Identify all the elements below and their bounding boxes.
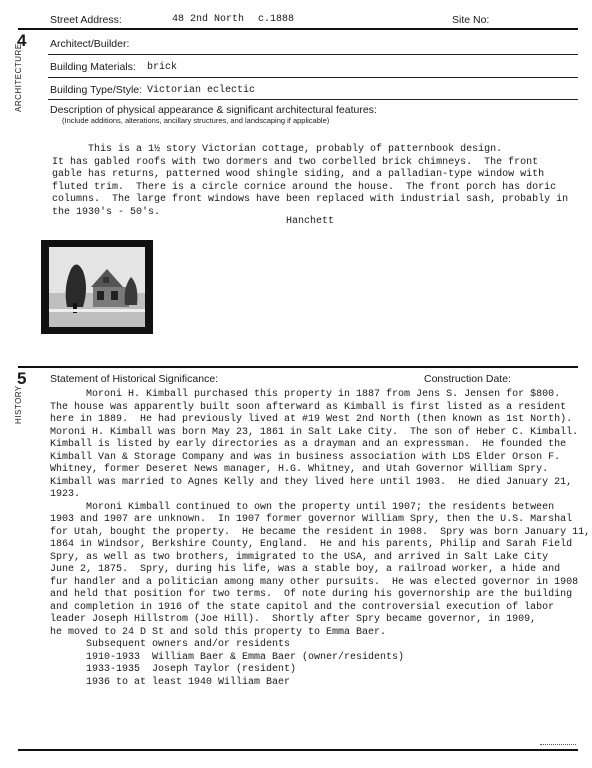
section-divider bbox=[18, 366, 578, 368]
history-line: Kimball was married to Agnes Kelly and they lived here until 1903. He died January 21, bbox=[50, 476, 573, 488]
site-number-label: Site No: bbox=[452, 14, 490, 26]
history-line: Kimball Van & Storage Company and was in business association with LDS Elder Orson F. bbox=[50, 451, 561, 463]
history-line: and held that position for two terms. Of note during his governorship are the building bbox=[50, 589, 573, 600]
building-materials-value: brick bbox=[147, 62, 178, 73]
description-line: fluted trim. There is a circle cornice around the house. The front porch has doric bbox=[52, 181, 557, 193]
history-line: he moved to 24 D St and sold this property to Emma Baer. bbox=[50, 626, 387, 638]
author-signature: Hanchett bbox=[286, 216, 335, 227]
description-sublabel: (Include additions, alterations, ancillary structures, and landscaping if applicable) bbox=[62, 116, 330, 125]
history-line: here in 1889. He had previously lived at #19 West 2nd North (then known as 1st North). bbox=[50, 414, 573, 425]
section-number-history: 5 bbox=[17, 369, 27, 388]
description-line: gable has returns, patterned wood shingle siding, and a palladian-type window with bbox=[52, 169, 545, 180]
house-photo-sketch bbox=[49, 247, 145, 327]
street-address-value: 48 2nd North bbox=[172, 14, 245, 25]
history-side-label: HISTORY bbox=[14, 385, 23, 424]
street-address-label: Street Address: bbox=[50, 14, 122, 26]
history-line: Moroni H. Kimball was born May 23, 1861 in Salt Lake City. The son of Heber C. Kimball. bbox=[50, 426, 579, 438]
history-line: June 2, 1875. Spry, during his life, was a stable boy, a railroad worker, a hide and bbox=[50, 564, 561, 575]
building-type-rule bbox=[48, 99, 578, 100]
footer-mark bbox=[540, 744, 576, 745]
building-photograph bbox=[41, 240, 153, 334]
history-line: Whitney, former Deseret News manager, H.G. Whitney, and Utah Governor William Spry. bbox=[50, 464, 549, 475]
description-line: This is a 1½ story Victorian cottage, probably of patternbook design. bbox=[52, 144, 503, 155]
history-text bbox=[50, 389, 590, 689]
historical-significance-label: Statement of Historical Significance: bbox=[50, 373, 219, 385]
description-line: It has gabled roofs with two dormers and two corbelled brick chimneys. The front bbox=[52, 156, 539, 168]
construction-date-label: Construction Date: bbox=[424, 373, 511, 385]
description-label: Description of physical appearance & significant architectural features: bbox=[50, 104, 377, 116]
architecture-side-label: ARCHITECTURE bbox=[14, 43, 23, 112]
history-line: Spry, as well as two brothers, immigrated to the USA, and arrived in Salt Lake City bbox=[50, 551, 549, 563]
history-line: 1923. bbox=[50, 489, 81, 500]
description-text bbox=[52, 144, 568, 219]
history-line: 1903 and 1907 are unknown. In 1907 former governor William Spry, then the U.S. Marshal bbox=[50, 514, 573, 525]
building-type-label: Building Type/Style: bbox=[50, 84, 143, 96]
history-line: 1910-1933 William Baer & Emma Baer (owner/residents) bbox=[50, 651, 405, 663]
history-line: 1864 in Windsor, Berkshire County, England. He and his parents, Philip and Sarah Field bbox=[50, 539, 573, 550]
building-materials-rule bbox=[48, 77, 578, 78]
construction-year-value: c.1888 bbox=[258, 14, 295, 25]
history-line: Moroni Kimball continued to own the property until 1907; the residents between bbox=[50, 501, 555, 513]
building-type-value: Victorian eclectic bbox=[147, 85, 256, 96]
history-line: 1936 to at least 1940 William Baer bbox=[50, 676, 291, 688]
section-number-architecture: 4 bbox=[17, 31, 27, 50]
history-line: leader Joseph Hillstrom (Joe Hill). Shortly after Spry became governor, in 1909, bbox=[50, 614, 537, 625]
history-line: Kimball is listed by early directories as a drayman and an expressman. He founded the bbox=[50, 439, 567, 450]
history-line: and completion in 1916 of the state capitol and the controversial execution of labor bbox=[50, 601, 555, 613]
history-line: The house was apparently built soon afterward as Kimball is first listed as a resident bbox=[50, 401, 567, 413]
history-line: 1933-1935 Joseph Taylor (resident) bbox=[50, 664, 297, 675]
history-line: Subsequent owners and/or residents bbox=[50, 639, 291, 650]
footer-rule bbox=[18, 749, 578, 751]
description-line: the 1930's - 50's. bbox=[52, 206, 161, 218]
architect-builder-rule bbox=[48, 54, 578, 55]
history-line: Moroni H. Kimball purchased this property in 1887 from Jens S. Jensen for $800. bbox=[50, 389, 561, 400]
photo-image bbox=[49, 247, 145, 327]
building-materials-label: Building Materials: bbox=[50, 61, 136, 73]
history-line: for Utah, bought the property. He became the resident in 1908. Spry was born January 11, bbox=[50, 526, 591, 538]
architect-builder-label: Architect/Builder: bbox=[50, 38, 130, 50]
description-line: columns. The large front windows have been replaced with industrial sash, probably in bbox=[52, 194, 569, 205]
history-line: fur handler and a politician among many other pursuits. He was elected governor in 1908 bbox=[50, 576, 579, 588]
header-rule bbox=[18, 28, 578, 30]
